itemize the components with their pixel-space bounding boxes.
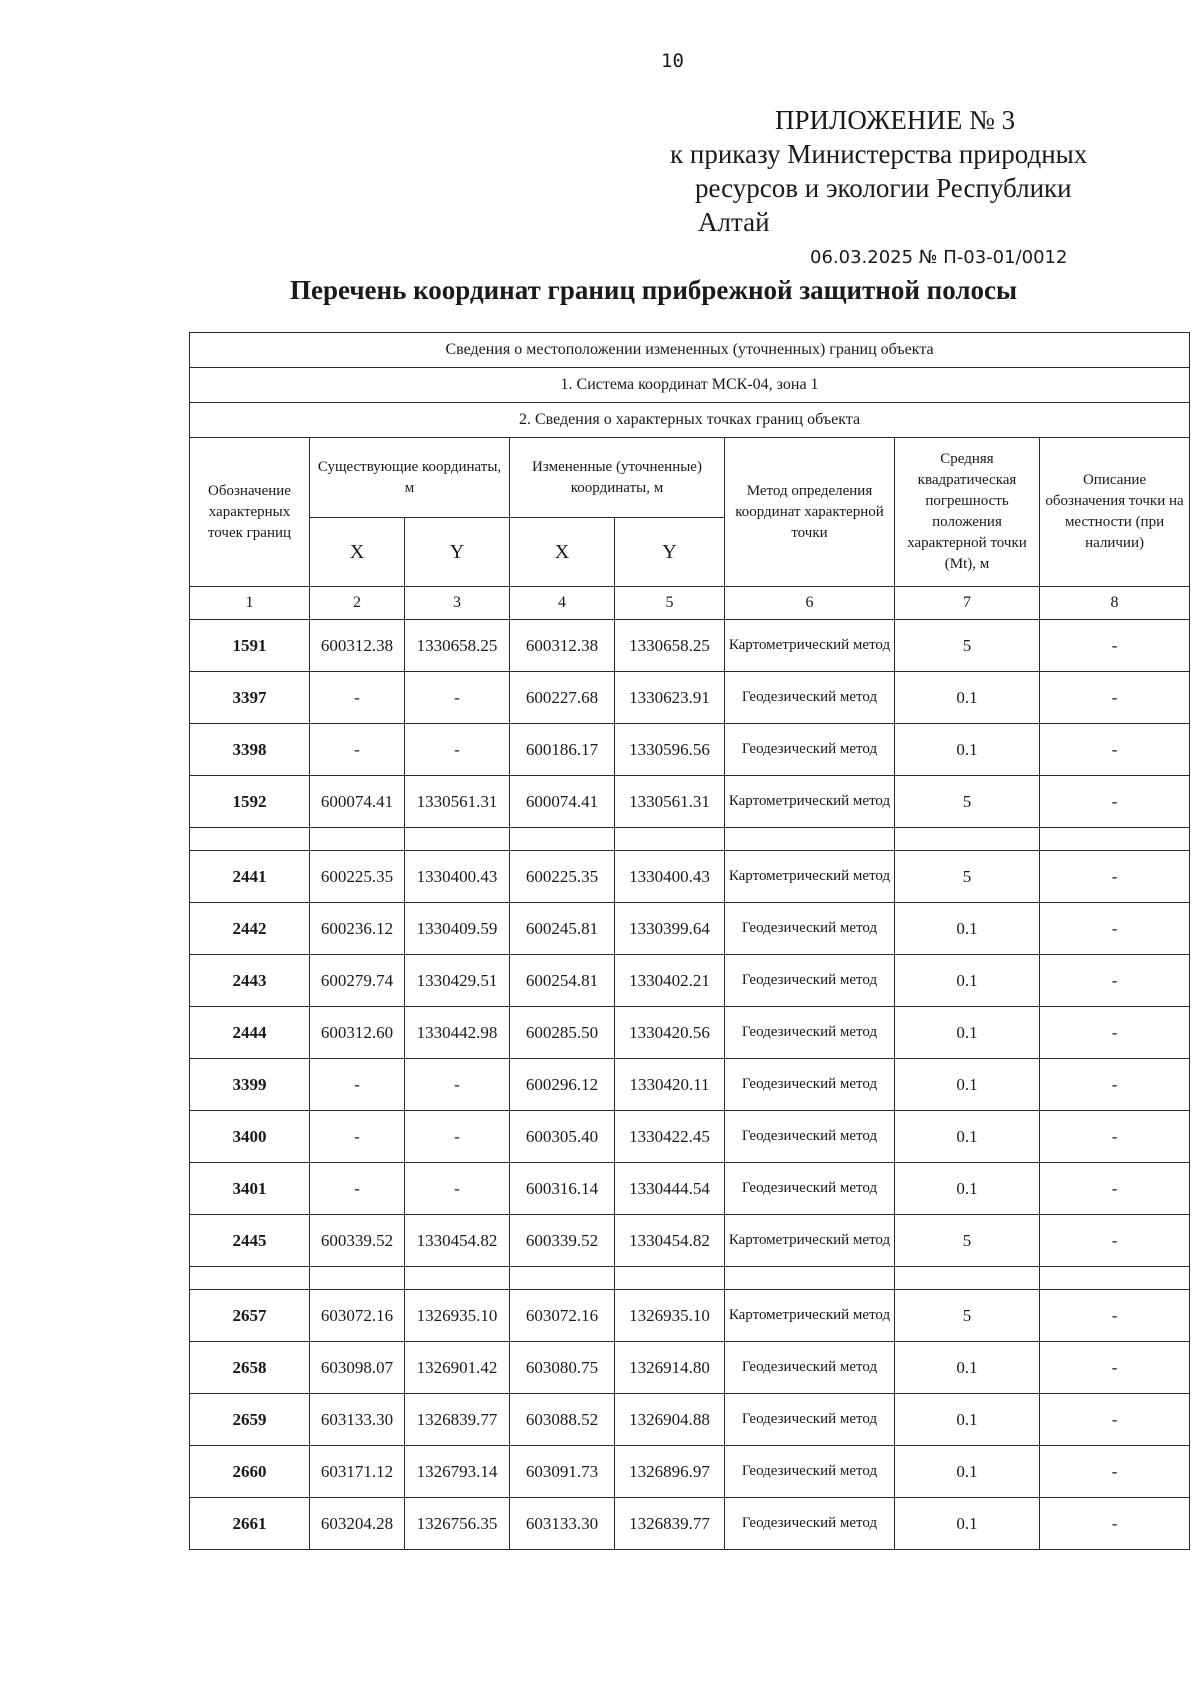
cell-description: - — [1040, 672, 1190, 724]
cell-changed-y: 1326935.10 — [615, 1290, 725, 1342]
cell-method: Геодезический метод — [725, 672, 895, 724]
cell-changed-x: 603080.75 — [510, 1342, 615, 1394]
cell-description: - — [1040, 1498, 1190, 1550]
empty-cell — [310, 828, 405, 851]
order-date: 06.03.2025 № П-03-01/0012 — [810, 247, 1068, 268]
cell-description: - — [1040, 724, 1190, 776]
cell-method: Картометрический метод — [725, 851, 895, 903]
cell-error: 0.1 — [895, 672, 1040, 724]
cell-changed-y: 1326839.77 — [615, 1498, 725, 1550]
cell-changed-x: 600245.81 — [510, 903, 615, 955]
table-info-heading: Сведения о местоположении измененных (уточненных) границ объекта — [190, 333, 1190, 368]
table-row — [190, 955, 1190, 1007]
empty-cell — [725, 1267, 895, 1290]
cell-error: 0.1 — [895, 1163, 1040, 1215]
table-row — [190, 1007, 1190, 1059]
cell-changed-y: 1330420.11 — [615, 1059, 725, 1111]
cell-description: - — [1040, 1290, 1190, 1342]
cell-method: Геодезический метод — [725, 1394, 895, 1446]
table-row — [190, 851, 1190, 903]
cell-changed-x: 603088.52 — [510, 1394, 615, 1446]
cell-existing-x: - — [310, 1163, 405, 1215]
appendix-block — [670, 103, 1140, 239]
cell-description: - — [1040, 903, 1190, 955]
cell-point-id: 2442 — [190, 903, 310, 955]
cell-existing-y: 1330561.31 — [405, 776, 510, 828]
cell-error: 0.1 — [895, 903, 1040, 955]
cell-changed-y: 1326896.97 — [615, 1446, 725, 1498]
cell-description: - — [1040, 1215, 1190, 1267]
empty-cell — [405, 1267, 510, 1290]
header-existing: Существующие координаты, м — [310, 438, 510, 518]
cell-existing-y: - — [405, 724, 510, 776]
header-point: Обозначение характерных точек границ — [190, 438, 310, 587]
cell-existing-x: - — [310, 672, 405, 724]
cell-existing-y: 1330454.82 — [405, 1215, 510, 1267]
header-existing-y: Y — [405, 518, 510, 587]
cell-changed-x: 603133.30 — [510, 1498, 615, 1550]
header-changed: Измененные (уточненные) координаты, м — [510, 438, 725, 518]
table-row — [190, 724, 1190, 776]
header-changed-y: Y — [615, 518, 725, 587]
empty-cell — [895, 1267, 1040, 1290]
group-separator-row — [190, 828, 1190, 851]
table-row — [190, 1498, 1190, 1550]
cell-description: - — [1040, 620, 1190, 672]
column-number: 6 — [725, 587, 895, 620]
cell-changed-y: 1330658.25 — [615, 620, 725, 672]
cell-existing-y: 1326793.14 — [405, 1446, 510, 1498]
cell-existing-x: 603072.16 — [310, 1290, 405, 1342]
cell-existing-y: 1326935.10 — [405, 1290, 510, 1342]
cell-existing-y: 1326756.35 — [405, 1498, 510, 1550]
table-info-system: 1. Система координат МСК-04, зона 1 — [190, 368, 1190, 403]
empty-cell — [510, 1267, 615, 1290]
cell-existing-x: - — [310, 1111, 405, 1163]
empty-cell — [1040, 1267, 1190, 1290]
cell-existing-x: 600225.35 — [310, 851, 405, 903]
page-number: 10 — [661, 50, 684, 72]
cell-existing-x: 600339.52 — [310, 1215, 405, 1267]
appendix-line: ресурсов и экологии Республики — [695, 173, 1072, 203]
cell-error: 5 — [895, 620, 1040, 672]
cell-description: - — [1040, 1059, 1190, 1111]
empty-cell — [190, 828, 310, 851]
cell-method: Картометрический метод — [725, 1290, 895, 1342]
column-number: 7 — [895, 587, 1040, 620]
cell-existing-y: - — [405, 1163, 510, 1215]
cell-error: 5 — [895, 851, 1040, 903]
cell-point-id: 3398 — [190, 724, 310, 776]
cell-point-id: 1591 — [190, 620, 310, 672]
header-changed-x: X — [510, 518, 615, 587]
cell-changed-x: 600074.41 — [510, 776, 615, 828]
cell-error: 0.1 — [895, 1342, 1040, 1394]
empty-cell — [615, 828, 725, 851]
cell-description: - — [1040, 1007, 1190, 1059]
empty-cell — [190, 1267, 310, 1290]
cell-changed-x: 600225.35 — [510, 851, 615, 903]
cell-method: Геодезический метод — [725, 1111, 895, 1163]
cell-changed-y: 1330399.64 — [615, 903, 725, 955]
column-number: 8 — [1040, 587, 1190, 620]
cell-changed-y: 1326904.88 — [615, 1394, 725, 1446]
cell-existing-x: 600312.38 — [310, 620, 405, 672]
column-number: 1 — [190, 587, 310, 620]
cell-changed-y: 1326914.80 — [615, 1342, 725, 1394]
cell-changed-y: 1330623.91 — [615, 672, 725, 724]
cell-existing-x: 603133.30 — [310, 1394, 405, 1446]
cell-point-id: 2659 — [190, 1394, 310, 1446]
cell-error: 5 — [895, 1290, 1040, 1342]
cell-error: 5 — [895, 1215, 1040, 1267]
cell-changed-y: 1330561.31 — [615, 776, 725, 828]
cell-existing-y: 1330429.51 — [405, 955, 510, 1007]
cell-method: Картометрический метод — [725, 1215, 895, 1267]
cell-method: Геодезический метод — [725, 903, 895, 955]
cell-changed-x: 600285.50 — [510, 1007, 615, 1059]
cell-changed-y: 1330596.56 — [615, 724, 725, 776]
cell-description: - — [1040, 1163, 1190, 1215]
cell-method: Геодезический метод — [725, 1007, 895, 1059]
cell-error: 5 — [895, 776, 1040, 828]
cell-description: - — [1040, 776, 1190, 828]
cell-point-id: 2444 — [190, 1007, 310, 1059]
table-row — [190, 1342, 1190, 1394]
table-row — [190, 1394, 1190, 1446]
table-row — [190, 1446, 1190, 1498]
appendix-line: Алтай — [698, 207, 770, 237]
table-row — [190, 672, 1190, 724]
cell-existing-y: 1330442.98 — [405, 1007, 510, 1059]
column-number: 3 — [405, 587, 510, 620]
cell-existing-x: 603204.28 — [310, 1498, 405, 1550]
table-row — [190, 776, 1190, 828]
cell-error: 0.1 — [895, 724, 1040, 776]
cell-description: - — [1040, 1394, 1190, 1446]
cell-changed-x: 600316.14 — [510, 1163, 615, 1215]
cell-method: Геодезический метод — [725, 1059, 895, 1111]
cell-error: 0.1 — [895, 1446, 1040, 1498]
cell-changed-x: 603091.73 — [510, 1446, 615, 1498]
cell-description: - — [1040, 1111, 1190, 1163]
cell-description: - — [1040, 1446, 1190, 1498]
cell-point-id: 2443 — [190, 955, 310, 1007]
cell-existing-y: 1326839.77 — [405, 1394, 510, 1446]
table-row — [190, 1163, 1190, 1215]
cell-changed-x: 600227.68 — [510, 672, 615, 724]
header-existing-x: X — [310, 518, 405, 587]
cell-point-id: 2445 — [190, 1215, 310, 1267]
cell-point-id: 3400 — [190, 1111, 310, 1163]
column-number: 4 — [510, 587, 615, 620]
cell-description: - — [1040, 955, 1190, 1007]
cell-changed-x: 603072.16 — [510, 1290, 615, 1342]
cell-method: Геодезический метод — [725, 1342, 895, 1394]
cell-existing-y: 1326901.42 — [405, 1342, 510, 1394]
table-row — [190, 620, 1190, 672]
cell-changed-y: 1330422.45 — [615, 1111, 725, 1163]
cell-method: Картометрический метод — [725, 620, 895, 672]
cell-existing-y: - — [405, 672, 510, 724]
empty-cell — [1040, 828, 1190, 851]
header-description: Описание обозначения точки на местности (при наличии) — [1040, 438, 1190, 587]
cell-method: Картометрический метод — [725, 776, 895, 828]
cell-changed-y: 1330402.21 — [615, 955, 725, 1007]
header-method: Метод определения координат характерной точки — [725, 438, 895, 587]
cell-existing-y: - — [405, 1111, 510, 1163]
cell-description: - — [1040, 1342, 1190, 1394]
column-number: 2 — [310, 587, 405, 620]
cell-point-id: 3401 — [190, 1163, 310, 1215]
cell-existing-x: 600279.74 — [310, 955, 405, 1007]
cell-changed-x: 600339.52 — [510, 1215, 615, 1267]
table-row — [190, 1215, 1190, 1267]
cell-error: 0.1 — [895, 955, 1040, 1007]
table-row — [190, 1059, 1190, 1111]
cell-changed-y: 1330444.54 — [615, 1163, 725, 1215]
cell-error: 0.1 — [895, 1111, 1040, 1163]
table-row — [190, 903, 1190, 955]
cell-point-id: 3399 — [190, 1059, 310, 1111]
empty-cell — [895, 828, 1040, 851]
cell-point-id: 2441 — [190, 851, 310, 903]
cell-changed-x: 600254.81 — [510, 955, 615, 1007]
empty-cell — [405, 828, 510, 851]
header-error: Средняя квадратическая погрешность положения характерной точки (Mt), м — [895, 438, 1040, 587]
document-title: Перечень координат границ прибрежной защитной полосы — [290, 275, 1018, 305]
cell-changed-x: 600186.17 — [510, 724, 615, 776]
appendix-line: к приказу Министерства природных — [670, 139, 1088, 169]
cell-point-id: 2657 — [190, 1290, 310, 1342]
cell-existing-x: 600236.12 — [310, 903, 405, 955]
cell-changed-y: 1330454.82 — [615, 1215, 725, 1267]
table-row — [190, 1290, 1190, 1342]
cell-changed-x: 600296.12 — [510, 1059, 615, 1111]
empty-cell — [510, 828, 615, 851]
cell-existing-x: 600312.60 — [310, 1007, 405, 1059]
cell-existing-y: - — [405, 1059, 510, 1111]
cell-method: Геодезический метод — [725, 724, 895, 776]
cell-existing-y: 1330409.59 — [405, 903, 510, 955]
cell-error: 0.1 — [895, 1498, 1040, 1550]
appendix-heading: ПРИЛОЖЕНИЕ № 3 — [775, 105, 1016, 135]
cell-point-id: 3397 — [190, 672, 310, 724]
cell-existing-x: 603098.07 — [310, 1342, 405, 1394]
cell-point-id: 1592 — [190, 776, 310, 828]
cell-point-id: 2660 — [190, 1446, 310, 1498]
cell-method: Геодезический метод — [725, 1446, 895, 1498]
cell-method: Геодезический метод — [725, 1498, 895, 1550]
cell-changed-y: 1330400.43 — [615, 851, 725, 903]
cell-existing-x: 603171.12 — [310, 1446, 405, 1498]
coordinates-table — [189, 332, 1190, 1550]
column-number: 5 — [615, 587, 725, 620]
cell-point-id: 2658 — [190, 1342, 310, 1394]
table-info-points: 2. Сведения о характерных точках границ объекта — [190, 403, 1190, 438]
cell-changed-x: 600305.40 — [510, 1111, 615, 1163]
cell-changed-x: 600312.38 — [510, 620, 615, 672]
cell-method: Геодезический метод — [725, 1163, 895, 1215]
cell-error: 0.1 — [895, 1007, 1040, 1059]
empty-cell — [725, 828, 895, 851]
table-row — [190, 1111, 1190, 1163]
cell-existing-y: 1330658.25 — [405, 620, 510, 672]
empty-cell — [310, 1267, 405, 1290]
cell-existing-x: - — [310, 724, 405, 776]
cell-error: 0.1 — [895, 1059, 1040, 1111]
cell-description: - — [1040, 851, 1190, 903]
cell-existing-y: 1330400.43 — [405, 851, 510, 903]
cell-point-id: 2661 — [190, 1498, 310, 1550]
empty-cell — [615, 1267, 725, 1290]
group-separator-row — [190, 1267, 1190, 1290]
cell-existing-x: 600074.41 — [310, 776, 405, 828]
cell-error: 0.1 — [895, 1394, 1040, 1446]
cell-changed-y: 1330420.56 — [615, 1007, 725, 1059]
cell-method: Геодезический метод — [725, 955, 895, 1007]
cell-existing-x: - — [310, 1059, 405, 1111]
